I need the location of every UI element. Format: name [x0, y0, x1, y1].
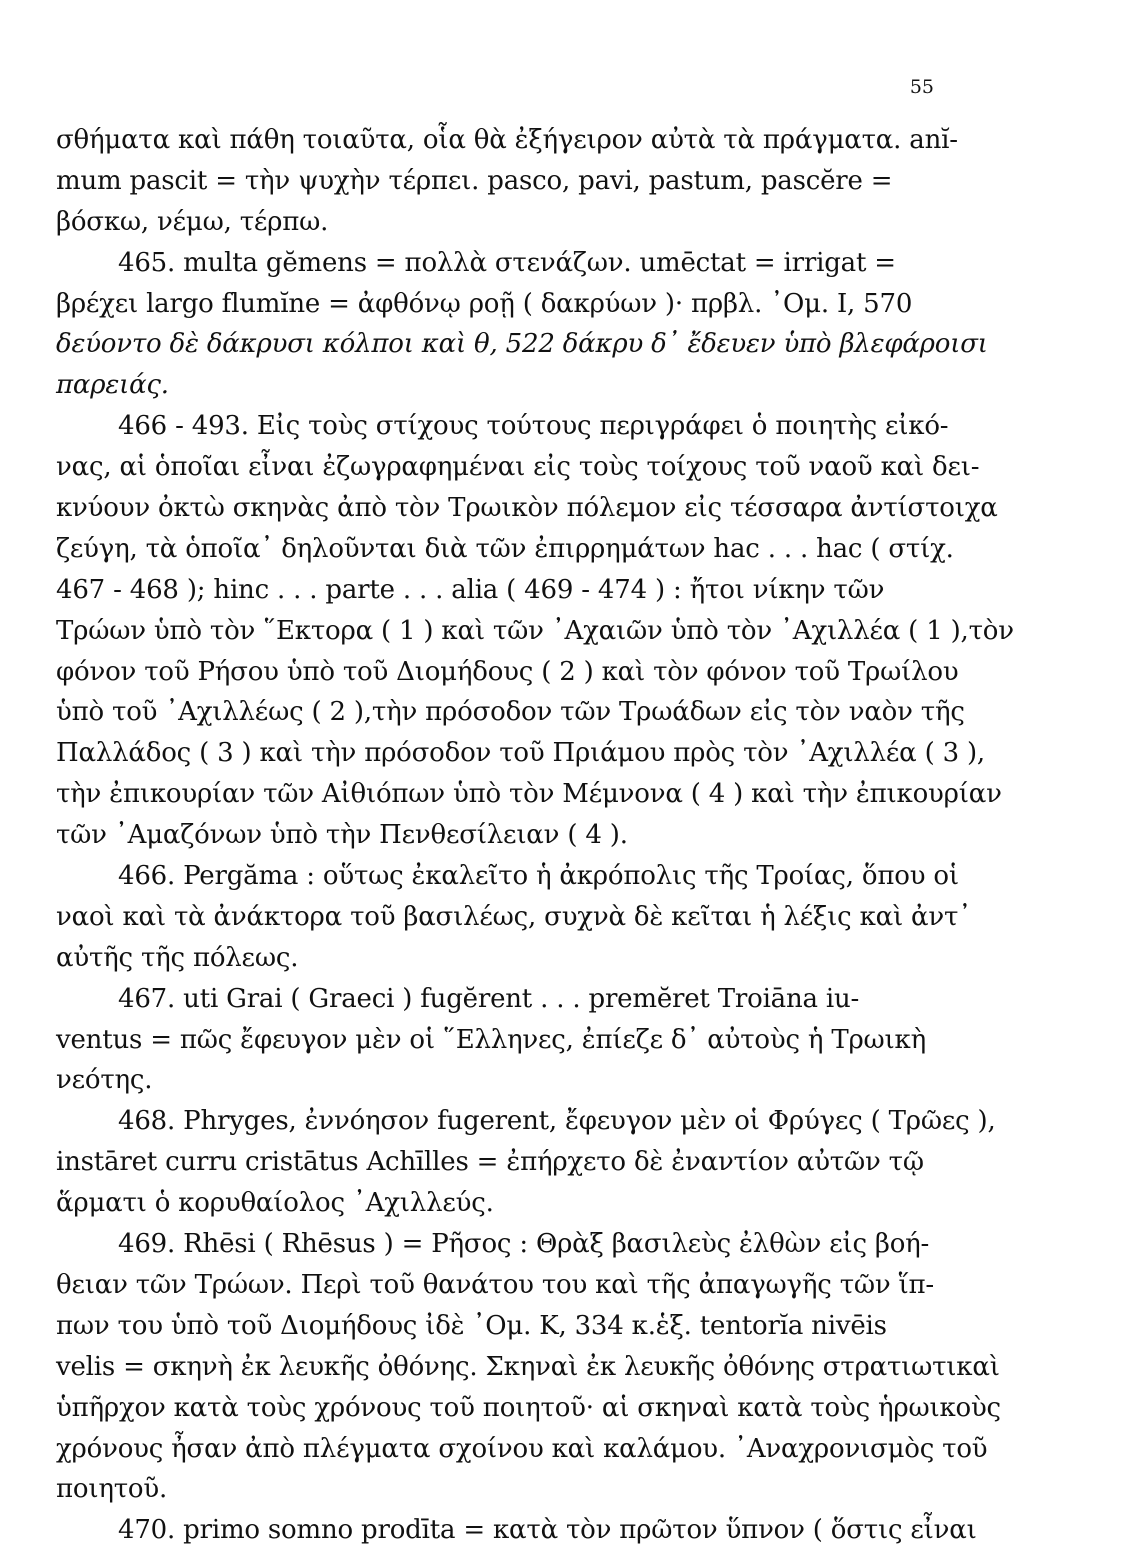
- text-line: θειαν τῶν Τρώων. Περὶ τοῦ θανάτου του καὶ τῆς ἀπαγωγῆς τῶν ἵπ-: [56, 1269, 935, 1300]
- text-line: Παλλάδος ( 3 ) καὶ τὴν πρόσοδον τοῦ Πριάμου πρὸς τὸν ᾿Αχιλλέα ( 3 ),: [56, 738, 986, 769]
- text-line: δεύοντο δὲ δάκρυσι κόλποι καὶ θ, 522 δάκρυ δ᾿ ἔδευεν ὑπὸ βλεφάροισι: [56, 329, 988, 360]
- text-line: instāret curru cristātus Achīlles = ἐπήρχετο δὲ ἐναντίον αὐτῶν τῷ: [56, 1147, 924, 1178]
- text-line: ventus = πῶς ἔφευγον μὲν οἱ ῞Ελληνες, ἐπίεζε δ᾿ αὐτοὺς ἡ Τρωικὴ: [56, 1024, 926, 1055]
- text-line: 465. multa gĕmens = πολλὰ στενάζων. umēctat = irrigat =: [118, 247, 896, 278]
- text-line: νεότης.: [56, 1065, 153, 1096]
- text-line: πων του ὑπὸ τοῦ Διομήδους ἰδὲ ᾿Ομ. Κ, 334 κ.ἑξ. tentorĭa nivēis: [56, 1310, 887, 1341]
- text-line: κνύουν ὀκτὼ σκηνὰς ἀπὸ τὸν Τρωικὸν πόλεμον εἰς τέσσαρα ἀντίστοιχα: [56, 493, 998, 524]
- text-line: velis = σκηνὴ ἐκ λευκῆς ὀθόνης. Σκηναὶ ἐκ λευκῆς ὀθόνης στρατιωτικαὶ: [56, 1351, 1000, 1382]
- text-line: φόνον τοῦ Ρήσου ὑπὸ τοῦ Διομήδους ( 2 ) καὶ τὸν φόνον τοῦ Τρωίλου: [56, 656, 959, 687]
- text-line: σθήματα καὶ πάθη τοιαῦτα, οἷα θὰ ἐξήγειρον αὐτὰ τὰ πράγματα. anĭ-: [56, 125, 958, 155]
- page-number: 55: [909, 76, 934, 98]
- text-line: ποιητοῦ.: [56, 1474, 168, 1505]
- text-line: νας, αἱ ὁποῖαι εἶναι ἐζωγραφημέναι εἰς τοὺς τοίχους τοῦ ναοῦ καὶ δει-: [56, 452, 980, 483]
- text-line: τὴν ἐπικουρίαν τῶν Αἰθιόπων ὑπὸ τὸν Μέμνονα ( 4 ) καὶ τὴν ἐπικουρίαν: [56, 779, 1002, 810]
- text-line: mum pascit = τὴν ψυχὴν τέρπει. pasco, pavi, pastum, pascĕre =: [56, 165, 893, 196]
- text-line: 469. Rhēsi ( Rhēsus ) = Ρῆσος : Θρὰξ βασιλεὺς ἐλθὼν εἰς βοή-: [118, 1229, 930, 1260]
- text-line: 467 - 468 ); hinc . . . parte . . . alia ( 469 - 474 ) : ἤτοι νίκην τῶν: [56, 574, 885, 605]
- text-line: 468. Phryges, ἐννόησον fugerent, ἔφευγον μὲν οἱ Φρύγες ( Τρῶες ),: [118, 1106, 996, 1137]
- text-line: βόσκω, νέμω, τέρπω.: [56, 206, 329, 237]
- text-line: παρειάς.: [56, 370, 169, 401]
- text-line: ὑπῆρχον κατὰ τοὺς χρόνους τοῦ ποιητοῦ· αἱ σκηναὶ κατὰ τοὺς ἡρωικοὺς: [56, 1392, 1001, 1423]
- text-line: ζεύγη, τὰ ὁποῖα᾿ δηλοῦνται διὰ τῶν ἐπιρρημάτων hac . . . hac ( στίχ.: [56, 533, 954, 564]
- text-line: ἅρματι ὁ κορυθαίολος ᾿Αχιλλεύς.: [56, 1188, 494, 1219]
- text-line: βρέχει largo flumĭne = ἀφθόνῳ ροῇ ( δακρύων )· πρβλ. ᾿Ομ. I, 570: [56, 288, 913, 319]
- text-line: 467. uti Grai ( Graeci ) fugĕrent . . . premĕret Troiāna iu-: [118, 983, 860, 1014]
- text-line: ναοὶ καὶ τὰ ἀνάκτορα τοῦ βασιλέως, συχνὰ δὲ κεῖται ἡ λέξις καὶ ἀντ᾿: [56, 901, 972, 932]
- text-line: ὑπὸ τοῦ ᾿Αχιλλέως ( 2 ),τὴν πρόσοδον τῶν Τρωάδων εἰς τὸν ναὸν τῆς: [56, 697, 965, 728]
- text-line: 466 - 493. Εἰς τοὺς στίχους τούτους περιγράφει ὁ ποιητὴς εἰκό-: [118, 411, 949, 442]
- text-line: 466. Pergăma : οὕτως ἐκαλεῖτο ἡ ἀκρόπολις τῆς Τροίας, ὅπου οἱ: [118, 861, 959, 892]
- text-line: αὐτῆς τῆς πόλεως.: [56, 942, 299, 973]
- commentary-text: [56, 120, 1062, 1551]
- text-line: χρόνους ἦσαν ἀπὸ πλέγματα σχοίνου καὶ καλάμου. ᾿Αναχρονισμὸς τοῦ: [56, 1433, 988, 1464]
- text-line: Τρώων ὑπὸ τὸν ῞Εκτορα ( 1 ) καὶ τῶν ᾿Αχαιῶν ὑπὸ τὸν ᾿Αχιλλέα ( 1 ),τὸν: [56, 615, 1014, 646]
- text-line: 470. primo somno prodīta = κατὰ τὸν πρῶτον ὕπνον ( ὅστις εἶναι: [118, 1515, 977, 1546]
- text-line: τῶν ᾿Αμαζόνων ὑπὸ τὴν Πενθεσίλειαν ( 4 ).: [56, 820, 628, 851]
